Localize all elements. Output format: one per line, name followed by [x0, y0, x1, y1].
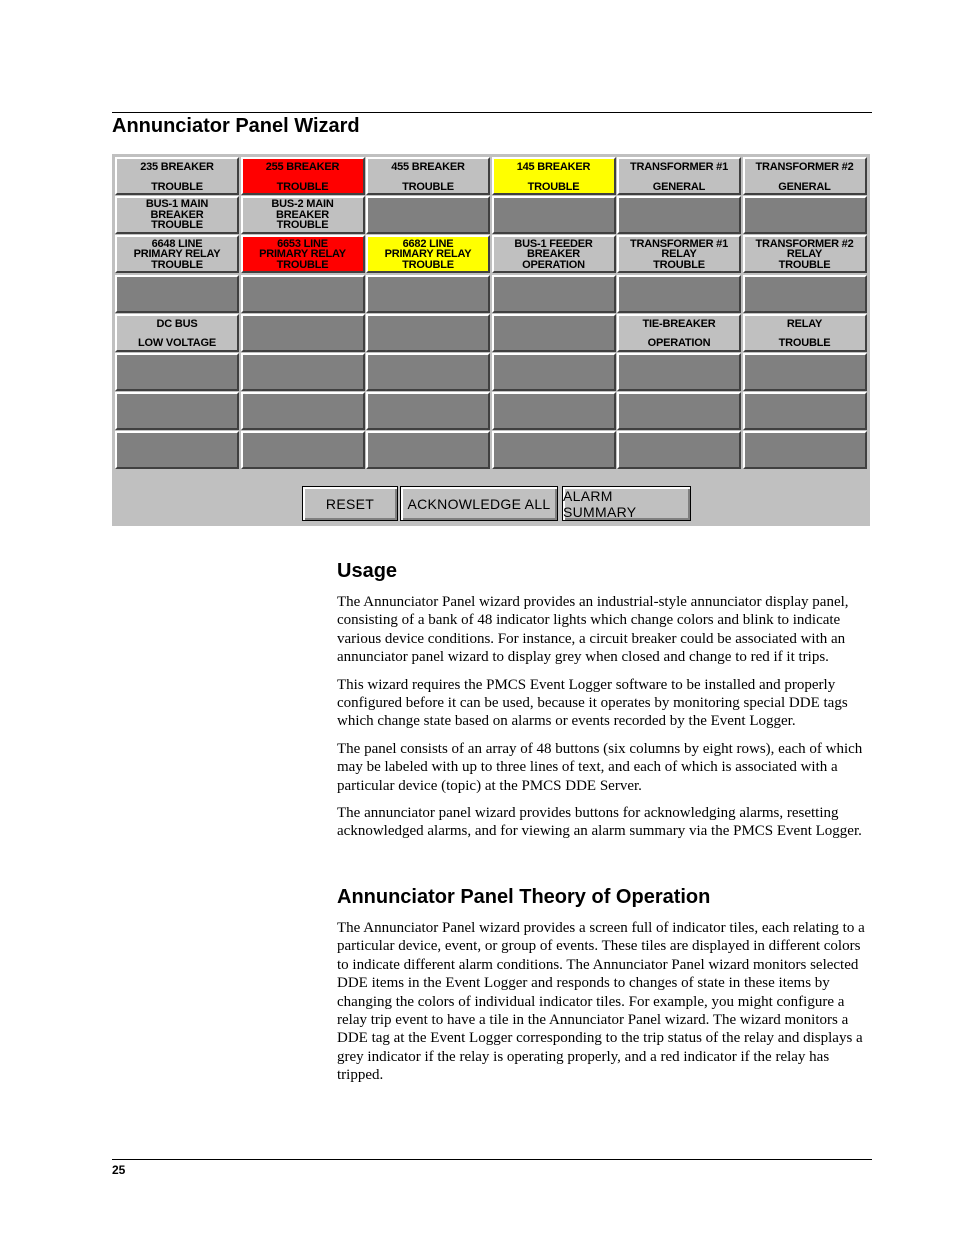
annunciator-tile[interactable]: [115, 235, 239, 273]
annunciator-tile[interactable]: [115, 392, 239, 430]
tile-label-line: TROUBLE: [402, 180, 454, 193]
tile-label-line: TROUBLE: [778, 337, 831, 350]
acknowledge-all-button[interactable]: ACKNOWLEDGE ALL: [400, 486, 558, 521]
tile-label-line: 6653 LINE: [277, 237, 328, 250]
tile-label-line: TRANSFORMER #2: [755, 237, 854, 250]
annunciator-tile[interactable]: [617, 431, 741, 469]
annunciator-tile[interactable]: [617, 353, 741, 391]
tile-label-line: 255 BREAKER: [265, 161, 340, 173]
tile-label-line: GENERAL: [778, 180, 831, 193]
annunciator-tile[interactable]: [492, 431, 616, 469]
tile-label-line: PRIMARY RELAY: [259, 248, 346, 261]
tile-label-line: TROUBLE: [276, 258, 329, 271]
bottom-rule: [112, 1159, 872, 1160]
annunciator-tile[interactable]: [617, 275, 741, 313]
tile-label-line: TROUBLE: [151, 180, 203, 193]
tile-label-line: BREAKER: [527, 248, 580, 261]
tile-label-line: BREAKER: [150, 208, 204, 221]
annunciator-tile[interactable]: [366, 392, 490, 430]
theory-heading: Annunciator Panel Theory of Operation: [337, 886, 711, 908]
annunciator-tile[interactable]: [366, 431, 490, 469]
annunciator-tile[interactable]: [617, 392, 741, 430]
tile-label-line: TRANSFORMER #1: [629, 161, 729, 173]
usage-paragraph: The annunciator panel wizard provides buttons for acknowledging alarms, resetting acknowledged alarms, and for viewing an alarm summary via the PMCS Event Logger.: [337, 805, 862, 840]
annunciator-tile[interactable]: [743, 235, 867, 273]
usage-body: [337, 593, 871, 850]
reset-button[interactable]: RESET: [302, 486, 398, 521]
annunciator-tile[interactable]: [366, 196, 490, 234]
theory-paragraph: The Annunciator Panel wizard provides a screen full of indicator tiles, each relating to a particular device, event, or group of events. These tiles are displayed in different colors to indicate different alarm conditions. The Annunciator Panel wizard monitors selected DDE items in the Event Logger and responds to changes of state in these items by changing the colors of individual indicator tiles. For example, you might configure a relay trip event to have a tile in the Annunciator Panel wizard. The wizard monitors a DDE tag at the Event Logger corresponding to the trip status of the relay and displays a grey indicator if the relay is operating properly, and a red indicator if the relay has tripped.: [337, 920, 865, 1084]
tile-label-line: TRANSFORMER #1: [629, 237, 729, 250]
annunciator-tile[interactable]: [366, 157, 490, 195]
tile-label-line: TROUBLE: [402, 258, 454, 271]
tile-label-line: 235 BREAKER: [140, 161, 214, 173]
tile-label-line: OPERATION: [522, 258, 585, 271]
tile-label-line: BUS-1 MAIN: [145, 198, 209, 211]
annunciator-tile[interactable]: [617, 235, 741, 273]
tile-label-line: BUS-2 MAIN: [271, 198, 334, 211]
annunciator-tile[interactable]: [743, 314, 867, 352]
tile-label-line: TROUBLE: [527, 180, 580, 193]
annunciator-tile[interactable]: [617, 196, 741, 234]
usage-paragraph: This wizard requires the PMCS Event Logger software to be installed and properly configured before it can be used, because it operates by monitoring special DDE tags which change state based on alarms or events recorded by the Event Logger.: [337, 676, 848, 730]
annunciator-panel: [112, 154, 870, 526]
tile-label-line: 6648 LINE: [151, 237, 203, 250]
annunciator-tile[interactable]: [241, 431, 365, 469]
tile-label-line: LOW VOLTAGE: [137, 337, 217, 350]
tile-label-line: PRIMARY RELAY: [384, 248, 472, 261]
annunciator-tile[interactable]: [115, 314, 239, 352]
annunciator-tile[interactable]: [115, 196, 239, 234]
tile-label-line: TROUBLE: [151, 219, 203, 232]
annunciator-tile[interactable]: [241, 275, 365, 313]
annunciator-tile[interactable]: [492, 353, 616, 391]
annunciator-tile[interactable]: [743, 431, 867, 469]
annunciator-tile[interactable]: [115, 431, 239, 469]
annunciator-tile[interactable]: [743, 353, 867, 391]
annunciator-tile[interactable]: [366, 275, 490, 313]
annunciator-tile[interactable]: [115, 353, 239, 391]
annunciator-tile[interactable]: [241, 392, 365, 430]
usage-heading: Usage: [337, 560, 398, 582]
annunciator-tile[interactable]: [366, 314, 490, 352]
usage-paragraph: The Annunciator Panel wizard provides an industrial-style annunciator display panel, consisting of a bank of 48 indicator lights which change colors and blink to indicate various device conditions. For instance, a circuit breaker could be associated with an annunciator panel wizard to display grey when closed and change to red if it trips.: [337, 594, 849, 666]
tile-label-line: BUS-1 FEEDER: [514, 237, 593, 250]
annunciator-tile[interactable]: [492, 235, 616, 273]
tile-label-line: BREAKER: [276, 208, 329, 221]
annunciator-tile[interactable]: [492, 196, 616, 234]
annunciator-tile[interactable]: [241, 235, 365, 273]
top-rule: [112, 112, 872, 113]
usage-paragraph: The panel consists of an array of 48 buttons (six columns by eight rows), each of which may be labeled with up to three lines of text, and each of which is associated with a particular device (topic) at the PMCS DDE Server.: [337, 740, 863, 794]
annunciator-tile[interactable]: [241, 353, 365, 391]
page-number: 25: [112, 1163, 126, 1177]
annunciator-tile[interactable]: [241, 157, 365, 195]
annunciator-tile[interactable]: [743, 275, 867, 313]
annunciator-tile[interactable]: [492, 275, 616, 313]
annunciator-tile[interactable]: [241, 314, 365, 352]
tile-label-line: RELAY: [786, 248, 823, 261]
section-title: Annunciator Panel Wizard: [112, 115, 360, 137]
annunciator-tile[interactable]: [617, 157, 741, 195]
tile-label-line: TROUBLE: [276, 180, 329, 193]
tile-label-line: 455 BREAKER: [391, 161, 465, 173]
tile-label-line: RELAY: [786, 317, 823, 330]
tile-label-line: TROUBLE: [276, 219, 329, 232]
annunciator-tile[interactable]: [241, 196, 365, 234]
annunciator-tile[interactable]: [492, 314, 616, 352]
annunciator-tile[interactable]: [492, 157, 616, 195]
tile-label-line: TROUBLE: [151, 258, 203, 271]
tile-label-line: TROUBLE: [778, 258, 831, 271]
annunciator-tile[interactable]: [366, 353, 490, 391]
annunciator-tile[interactable]: [743, 157, 867, 195]
tile-label-line: 6682 LINE: [402, 237, 454, 250]
tile-label-line: OPERATION: [647, 337, 711, 350]
tile-label-line: TIE-BREAKER: [642, 317, 716, 330]
tile-label-line: TROUBLE: [653, 258, 705, 271]
tile-label-line: PRIMARY RELAY: [133, 248, 221, 261]
alarm-summary-button[interactable]: ALARM SUMMARY: [562, 486, 691, 521]
annunciator-tile[interactable]: [743, 196, 867, 234]
tile-label-line: DC BUS: [156, 317, 198, 330]
annunciator-tile[interactable]: [366, 235, 490, 273]
tile-label-line: GENERAL: [652, 180, 706, 193]
annunciator-tile[interactable]: [115, 275, 239, 313]
theory-body: [337, 919, 871, 1094]
tile-label-line: TRANSFORMER #2: [755, 161, 854, 173]
annunciator-tile[interactable]: [492, 392, 616, 430]
tile-label-line: RELAY: [661, 248, 697, 261]
annunciator-tile[interactable]: [617, 314, 741, 352]
tile-label-line: 145 BREAKER: [516, 161, 591, 173]
annunciator-tile[interactable]: [743, 392, 867, 430]
annunciator-tile[interactable]: [115, 157, 239, 195]
